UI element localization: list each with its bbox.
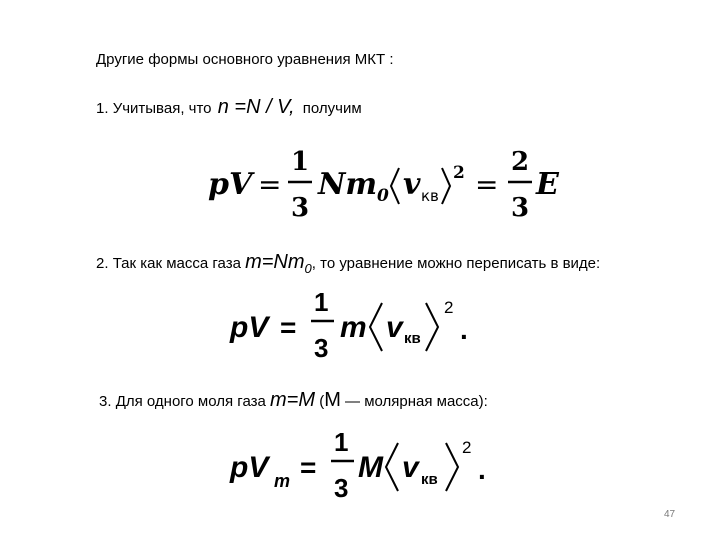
formula-3-frac-den: 3 [334, 473, 349, 503]
item-3-number: 3. [99, 393, 112, 410]
item-1 [96, 96, 362, 119]
formula-1-mid-sub: 0 [377, 186, 389, 206]
formula-3-velocity: v [402, 451, 419, 484]
formula-1-rhs: E [536, 167, 559, 202]
formula-3-mid: M [358, 451, 383, 484]
formula-3-angle-right [446, 443, 458, 491]
formula-3 [226, 427, 506, 507]
formula-1-angle-right [442, 168, 450, 204]
formula-1-velocity: v [403, 167, 421, 202]
formula-3-angle-left [386, 443, 398, 491]
formula-2-mid: m [340, 311, 367, 344]
formula-3-frac-num: 1 [334, 427, 349, 457]
page-number: 47 [664, 509, 676, 520]
formula-3-equals: = [300, 452, 317, 483]
item-2 [96, 251, 600, 276]
formula-2-angle-right [426, 303, 438, 351]
formula-2-end: . [460, 314, 468, 345]
formula-2 [224, 287, 484, 367]
formula-2-velocity: v [386, 311, 403, 344]
item-2-tail: , то уравнение можно переписать в виде: [311, 255, 601, 272]
formula-1-lhs: pV [208, 167, 253, 202]
formula-3-end: . [478, 454, 486, 485]
formula-3-velocity-sub: кв [421, 471, 438, 488]
item-2-lead: Так как масса газа [112, 255, 241, 272]
item-3-paren: ( [319, 393, 325, 410]
formula-2-frac-num: 1 [314, 287, 329, 317]
slide-heading: Другие формы основного уравнения МКТ : [96, 51, 394, 68]
formula-1-frac2-num: 2 [511, 147, 530, 177]
formula-2-power: 2 [444, 298, 454, 317]
item-3-tail: — молярная масса): [345, 393, 488, 410]
formula-2-frac-den: 3 [314, 333, 329, 363]
formula-1-equals: = [258, 168, 282, 201]
item-3 [99, 389, 488, 412]
item-3-lead: Для одного моля газа [115, 393, 266, 410]
formula-3-lhs: pV [230, 451, 269, 484]
item-1-lead: Учитывая, что [112, 100, 212, 117]
formula-2-velocity-sub: кв [404, 330, 421, 347]
item-2-expression-sub: 0 [304, 261, 312, 276]
formula-2-equals: = [280, 312, 297, 343]
item-1-number: 1. [96, 100, 109, 117]
item-3-expression: m=M [270, 389, 316, 411]
item-2-expression: $m=Nm_0$ [245, 251, 312, 276]
formula-1-mid: Nm [318, 167, 378, 202]
formula-1-frac-den: 3 [291, 193, 310, 223]
item-1-expression: n =N / V, [217, 96, 295, 118]
formula-2-lhs: pV [230, 311, 269, 344]
formula-1-power: 2 [453, 163, 465, 183]
formula-1-equals-2: = [475, 168, 499, 201]
formula-1-angle-left [391, 168, 399, 204]
formula-1 [200, 146, 560, 226]
formula-2-angle-left [370, 303, 382, 351]
formula-1-frac-num: 1 [291, 147, 310, 177]
formula-3-power: 2 [462, 438, 472, 457]
item-2-number: 2. [96, 255, 109, 272]
formula-1-velocity-sub: кв [421, 187, 439, 205]
item-1-tail: получим [302, 100, 362, 117]
item-3-expression-2: M [324, 389, 341, 411]
formula-1-frac2-den: 3 [511, 193, 530, 223]
formula-3-lhs-sub: m [274, 471, 291, 491]
